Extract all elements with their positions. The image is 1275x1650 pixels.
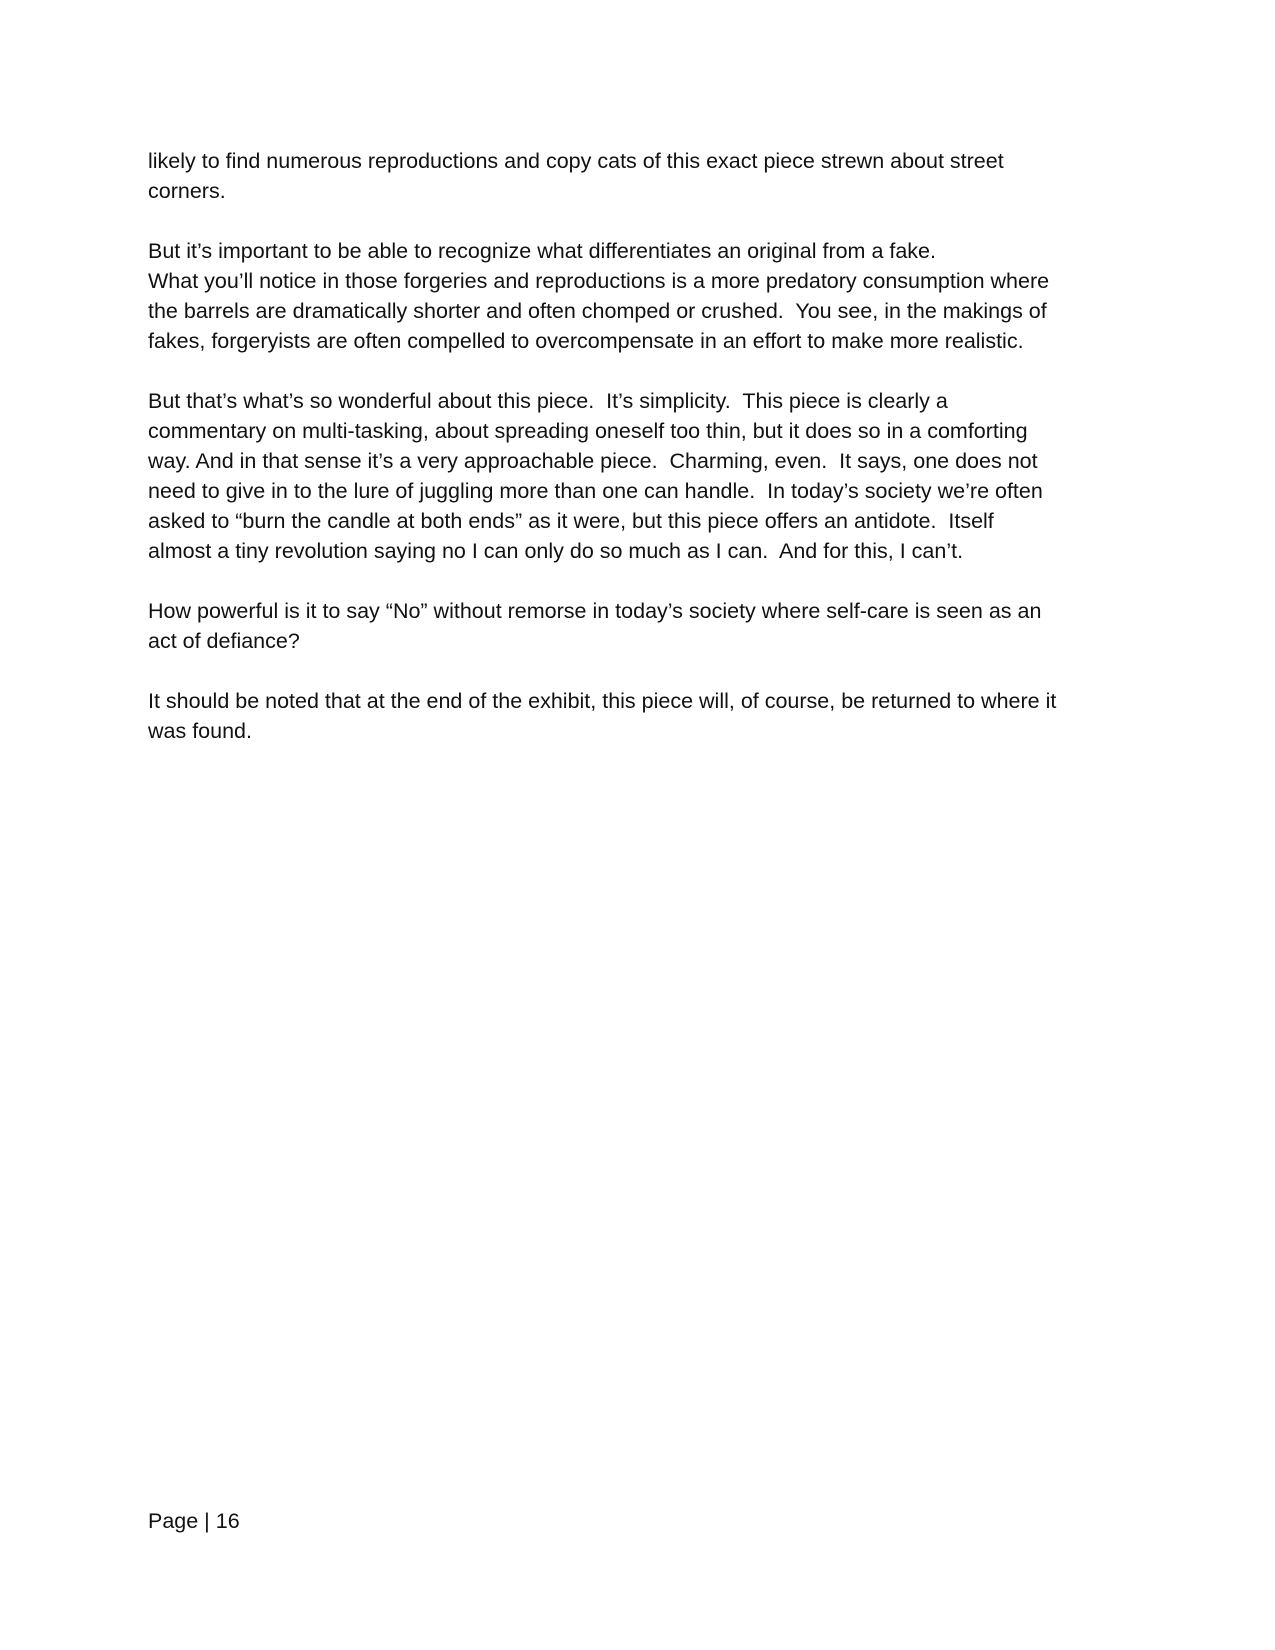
paragraph-2	[148, 236, 1128, 356]
text-line: But it’s important to be able to recognize what differentiates an original from a fake.	[148, 239, 936, 263]
text-line: likely to find numerous reproductions and copy cats of this exact piece strewn about street	[148, 149, 1004, 173]
text-line: It should be noted that at the end of the exhibit, this piece will, of course, be returned to where it	[148, 689, 1057, 713]
paragraph-4	[148, 596, 1128, 656]
text-line: almost a tiny revolution saying no I can only do so much as I can. And for this, I can’t.	[148, 539, 964, 563]
text-line: But that’s what’s so wonderful about this piece. It’s simplicity. This piece is clearly a	[148, 389, 948, 413]
text-line: need to give in to the lure of juggling more than one can handle. In today’s society we’re often	[148, 479, 1043, 503]
text-line: commentary on multi-tasking, about spreading oneself too thin, but it does so in a comforting	[148, 419, 1028, 443]
body-text	[148, 146, 1128, 746]
paragraph-1	[148, 146, 1128, 206]
text-line: How powerful is it to say “No” without remorse in today’s society where self-care is seen as an	[148, 599, 1042, 623]
text-line: the barrels are dramatically shorter and often chomped or crushed. You see, in the makings of	[148, 299, 1047, 323]
page-number-footer: Page | 16	[148, 1509, 240, 1533]
text-line: asked to “burn the candle at both ends” as it were, but this piece offers an antidote. Itself	[148, 509, 994, 533]
paragraph-5	[148, 686, 1128, 746]
text-line: was found.	[148, 719, 252, 743]
text-line: act of defiance?	[148, 629, 300, 653]
text-line: way. And in that sense it’s a very approachable piece. Charming, even. It says, one does not	[148, 449, 1038, 473]
text-line: fakes, forgeryists are often compelled to overcompensate in an effort to make more realistic.	[148, 329, 1024, 353]
paragraph-3	[148, 386, 1128, 566]
text-line: corners.	[148, 179, 226, 203]
text-line: What you’ll notice in those forgeries and reproductions is a more predatory consumption where	[148, 269, 1050, 293]
